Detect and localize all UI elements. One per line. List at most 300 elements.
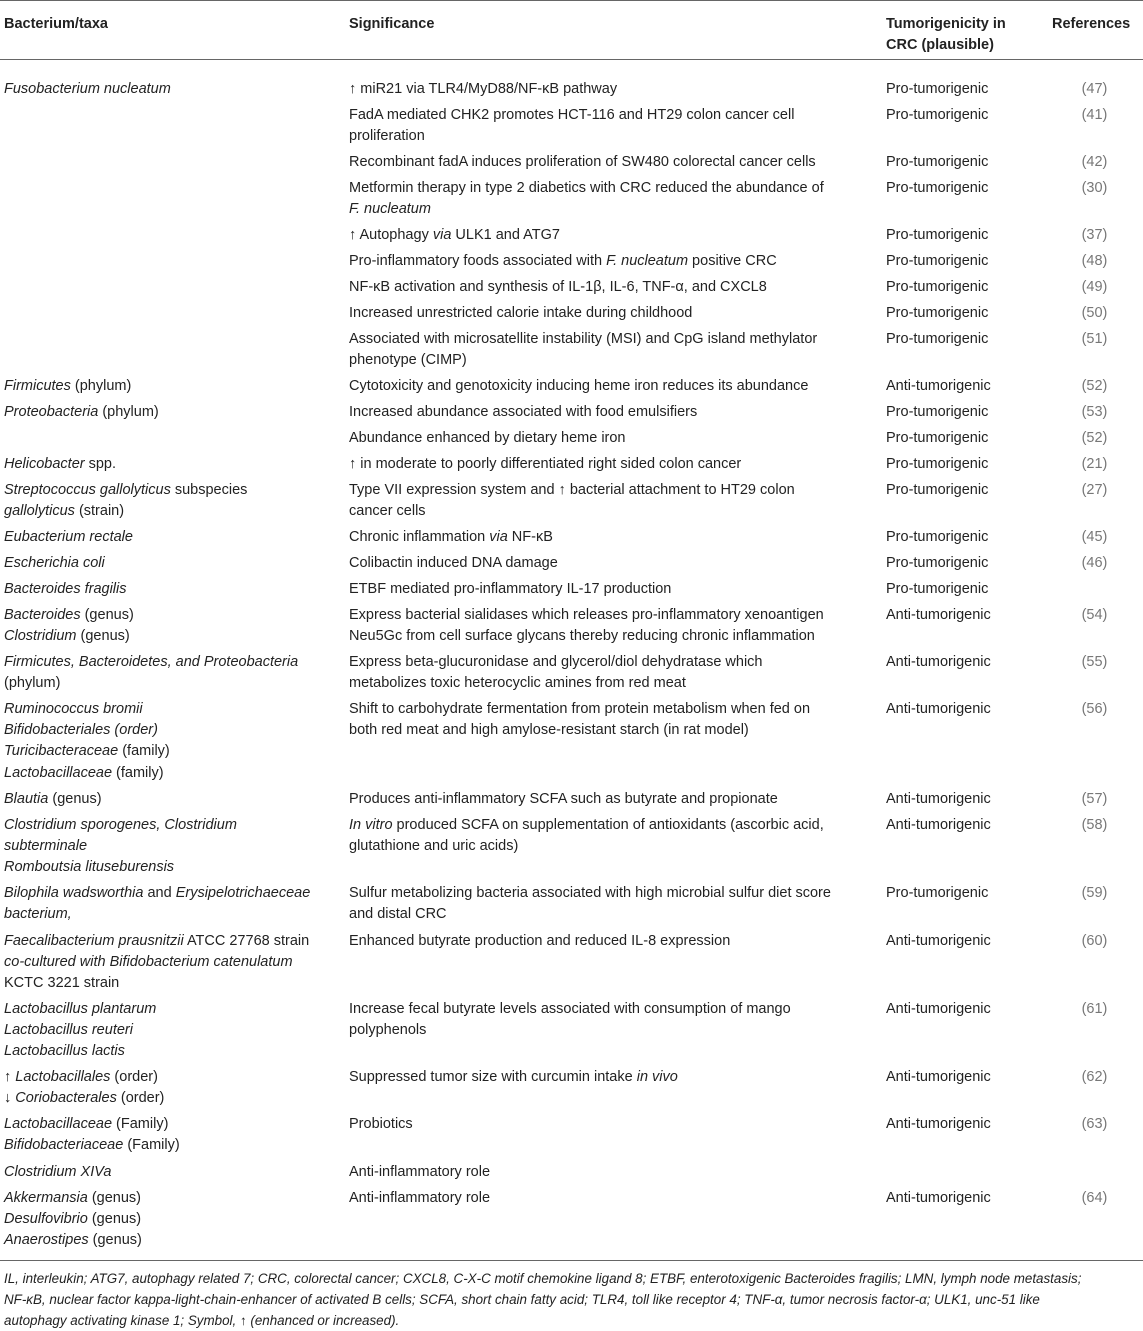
significance-cell <box>349 303 869 324</box>
text-run: ↑ <box>4 1069 16 1085</box>
text-run: (phylum) <box>98 404 159 420</box>
cell-line <box>349 277 869 298</box>
cell-line <box>349 652 869 673</box>
cell-line <box>4 763 339 784</box>
text-run: Lactobacillaceae <box>4 1116 113 1132</box>
significance-cell <box>349 931 869 952</box>
text-run: Bacteroides fragilis <box>4 581 127 597</box>
text-run: co-cultured with Bifidobacterium catenulatum <box>4 954 293 971</box>
text-run: Proteobacteria <box>4 404 99 420</box>
reference-cell: (63) <box>1081 1116 1108 1132</box>
cell-line <box>4 579 339 600</box>
text-run: via <box>489 529 508 545</box>
cell-line <box>349 999 869 1020</box>
text-run: both red meat and high amylose-resistant starch (in rat model) <box>349 722 749 739</box>
cell-line <box>4 652 339 673</box>
cell-line <box>349 199 869 220</box>
text-run: ATCC 27768 strain <box>183 933 310 949</box>
bacterium-cell <box>4 652 339 694</box>
tumorigenicity-cell: Anti-tumorigenic <box>886 1116 991 1132</box>
cell-line <box>4 883 339 904</box>
reference-cell: (59) <box>1081 885 1108 901</box>
significance-cell <box>349 1114 869 1135</box>
tumorigenicity-cell: Pro-tumorigenic <box>886 430 989 446</box>
cell-line <box>4 999 339 1020</box>
cell-line <box>349 1114 869 1135</box>
significance-cell <box>349 789 869 810</box>
cell-line <box>349 720 869 741</box>
reference-cell: (61) <box>1081 1001 1108 1017</box>
cell-line <box>4 79 339 100</box>
header-bacterium: Bacterium/taxa <box>4 16 108 32</box>
significance-cell <box>349 815 869 857</box>
cell-line <box>4 789 339 810</box>
cell-line <box>349 79 869 100</box>
tumorigenicity-cell: Pro-tumorigenic <box>886 456 989 472</box>
text-run: Probiotics <box>349 1116 413 1132</box>
bacterium-cell <box>4 480 339 522</box>
cell-line <box>349 329 869 350</box>
reference-cell: (52) <box>1081 430 1108 446</box>
tumorigenicity-cell: Pro-tumorigenic <box>886 154 989 170</box>
significance-cell <box>349 527 869 548</box>
tumorigenicity-cell: Anti-tumorigenic <box>886 701 991 717</box>
text-run: proliferation <box>349 128 425 145</box>
cell-line <box>349 428 869 449</box>
text-run: NF-κB <box>507 529 553 545</box>
text-run: (family) <box>112 764 164 781</box>
bacterium-cell <box>4 815 339 879</box>
text-run: Shift to carbohydrate fermentation from protein metabolism when fed on <box>349 701 811 717</box>
text-run: In vitro <box>349 817 393 833</box>
text-run: Metformin therapy in type 2 diabetics with CRC reduced the abundance of <box>349 180 824 196</box>
text-run: Clostridium <box>4 628 77 645</box>
reference-cell: (52) <box>1081 378 1108 394</box>
significance-cell <box>349 579 869 600</box>
reference-cell: (54) <box>1081 607 1108 623</box>
reference-cell: (30) <box>1081 180 1108 196</box>
reference-cell: (51) <box>1081 331 1108 347</box>
bacterium-cell <box>4 789 339 810</box>
text-run: Akkermansia <box>4 1190 88 1206</box>
text-run: Bifidobacteriaceae <box>4 1137 124 1154</box>
tumorigenicity-cell: Anti-tumorigenic <box>886 817 991 833</box>
reference-cell: (50) <box>1081 305 1108 321</box>
cell-line <box>349 225 869 246</box>
cell-line <box>349 673 869 694</box>
tumorigenicity-cell: Pro-tumorigenic <box>886 180 989 196</box>
reference-cell: (53) <box>1081 404 1108 420</box>
text-run: Increase fecal butyrate levels associated with consumption of mango <box>349 1001 791 1017</box>
text-run: phenotype (CIMP) <box>349 352 467 369</box>
tumorigenicity-cell: Anti-tumorigenic <box>886 654 991 670</box>
bacterium-cell <box>4 1067 339 1109</box>
text-run: Anti-inflammatory role <box>349 1190 491 1206</box>
tumorigenicity-cell: Pro-tumorigenic <box>886 529 989 545</box>
significance-cell <box>349 178 869 220</box>
text-run: Bacteroides <box>4 607 81 623</box>
cell-line <box>349 454 869 475</box>
significance-cell <box>349 652 869 694</box>
significance-cell <box>349 883 869 925</box>
tumorigenicity-cell: Anti-tumorigenic <box>886 378 991 394</box>
text-run: Increased abundance associated with food emulsifiers <box>349 404 698 420</box>
cell-line <box>349 553 869 574</box>
text-run: Express beta-glucuronidase and glycerol/diol dehydratase which <box>349 654 763 670</box>
cell-line <box>4 1067 339 1088</box>
cell-line <box>4 720 339 741</box>
tumorigenicity-cell: Pro-tumorigenic <box>886 482 989 498</box>
text-run: in vivo <box>636 1069 678 1085</box>
bacterium-cell <box>4 931 339 995</box>
reference-cell: (58) <box>1081 817 1108 833</box>
text-run: Faecalibacterium prausnitzii <box>4 933 184 949</box>
bacterium-cell <box>4 402 339 423</box>
reference-cell: (21) <box>1081 456 1108 472</box>
cell-line <box>4 553 339 574</box>
reference-cell: (60) <box>1081 933 1108 949</box>
text-run: Colibactin induced DNA damage <box>349 555 558 571</box>
text-run: Firmicutes, Bacteroidetes, and Proteobacteria <box>4 654 299 670</box>
cell-line <box>349 904 869 925</box>
cell-line <box>349 402 869 423</box>
cell-line <box>4 605 339 626</box>
text-run: ULK1 and ATG7 <box>451 227 560 243</box>
text-run: via <box>406 81 425 97</box>
text-run: (genus) <box>88 1232 142 1249</box>
cell-line <box>4 1020 339 1041</box>
cell-line <box>349 152 869 173</box>
reference-cell: (45) <box>1081 529 1108 545</box>
text-run: Fusobacterium nucleatum <box>4 81 171 97</box>
text-run: Neu5Gc from cell surface glycans thereby reducing chronic inflammation <box>349 628 815 645</box>
cell-line <box>349 501 869 522</box>
bacterium-cell <box>4 1162 339 1183</box>
tumorigenicity-cell: Pro-tumorigenic <box>886 227 989 243</box>
reference-cell: (37) <box>1081 227 1108 243</box>
cell-line <box>4 454 339 475</box>
cell-line <box>349 883 869 904</box>
header-rule <box>0 59 1143 60</box>
tumorigenicity-cell: Pro-tumorigenic <box>886 305 989 321</box>
significance-cell <box>349 251 869 272</box>
bacterium-cell <box>4 79 339 100</box>
significance-cell <box>349 152 869 173</box>
bacterium-cell <box>4 1188 339 1252</box>
cell-line <box>349 626 869 647</box>
cell-line <box>349 1067 869 1088</box>
text-run: (family) <box>118 743 170 760</box>
reference-cell: (41) <box>1081 107 1108 123</box>
cell-line <box>4 931 339 952</box>
tumorigenicity-cell: Pro-tumorigenic <box>886 581 989 597</box>
cell-line <box>4 673 339 694</box>
text-run: Clostridium sporogenes, Clostridium <box>4 817 237 833</box>
significance-cell <box>349 329 869 371</box>
text-run: Associated with microsatellite instability (MSI) and CpG island methylator <box>349 331 818 347</box>
significance-cell <box>349 376 869 397</box>
text-run: Chronic inflammation <box>349 529 490 545</box>
text-run: Bilophila wadsworthia <box>4 885 144 901</box>
bacterium-cell <box>4 376 339 397</box>
cell-line <box>349 126 869 147</box>
cell-line <box>349 1162 869 1183</box>
cell-line <box>4 857 339 878</box>
reference-cell: (56) <box>1081 701 1108 717</box>
text-run: F. nucleatum <box>349 201 431 218</box>
text-run: Lactobacillus reuteri <box>4 1022 133 1039</box>
text-run: Type VII expression system and ↑ bacterial attachment to HT29 colon <box>349 482 795 498</box>
reference-cell: (64) <box>1081 1190 1108 1206</box>
cell-line <box>349 178 869 199</box>
text-run: ↑ Autophagy <box>349 227 433 243</box>
text-run: (order) <box>110 1069 158 1085</box>
cell-line <box>4 973 339 994</box>
text-run: (Family) <box>112 1116 169 1132</box>
tumorigenicity-cell: Anti-tumorigenic <box>886 607 991 623</box>
cell-line <box>349 699 869 720</box>
text-run: cancer cells <box>349 503 426 520</box>
reference-cell: (47) <box>1081 81 1108 97</box>
text-run: bacterium, <box>4 906 72 923</box>
text-run: ↑ in moderate to poorly differentiated right sided colon cancer <box>349 456 742 472</box>
text-run: Abundance enhanced by dietary heme iron <box>349 430 626 446</box>
text-run: Anaerostipes <box>4 1232 89 1249</box>
significance-cell <box>349 1162 869 1183</box>
text-run: positive CRC <box>688 253 777 269</box>
significance-cell <box>349 105 869 147</box>
bacterium-cell <box>4 605 339 647</box>
bacterium-cell <box>4 883 339 925</box>
cell-line <box>349 789 869 810</box>
text-run: Cytotoxicity and genotoxicity inducing heme iron reduces its abundance <box>349 378 809 394</box>
text-run: ↓ <box>4 1090 16 1107</box>
tumorigenicity-cell: Anti-tumorigenic <box>886 1190 991 1206</box>
text-run: Lactobacillales <box>15 1069 111 1085</box>
header-references: References <box>1052 16 1131 32</box>
text-run: subspecies <box>170 482 248 498</box>
text-run: ↑ miR21 <box>349 81 407 97</box>
significance-cell <box>349 402 869 423</box>
tumorigenicity-cell: Anti-tumorigenic <box>886 1069 991 1085</box>
cell-line <box>349 480 869 501</box>
cell-line <box>349 815 869 836</box>
text-run: Romboutsia lituseburensis <box>4 859 175 876</box>
cell-line <box>349 303 869 324</box>
text-run: (Family) <box>123 1137 180 1154</box>
cell-line <box>349 350 869 371</box>
cell-line <box>4 626 339 647</box>
cell-line <box>4 1041 339 1062</box>
header-tumorigenicity-line1: Tumorigenicity in <box>886 16 1006 32</box>
significance-cell <box>349 699 869 741</box>
significance-cell <box>349 1188 869 1209</box>
text-run: Eubacterium rectale <box>4 529 133 545</box>
text-run: Desulfovibrio <box>4 1211 88 1228</box>
text-run: (order) <box>116 1090 165 1107</box>
text-run: (phylum) <box>4 675 61 692</box>
tumorigenicity-cell: Pro-tumorigenic <box>886 279 989 295</box>
significance-cell <box>349 428 869 449</box>
text-run: (genus) <box>87 1190 142 1206</box>
tumorigenicity-cell: Pro-tumorigenic <box>886 404 989 420</box>
text-run: spp. <box>84 456 117 472</box>
bacterium-cell <box>4 579 339 600</box>
cell-line <box>349 527 869 548</box>
text-run: Lactobacillaceae <box>4 764 113 781</box>
text-run: Produces anti-inflammatory SCFA such as butyrate and propionate <box>349 791 778 807</box>
text-run: Pro-inflammatory foods associated with <box>349 253 607 269</box>
significance-cell <box>349 225 869 246</box>
text-run: Lactobacillus lactis <box>4 1043 125 1060</box>
text-run: FadA mediated CHK2 promotes HCT-116 and HT29 colon cancer cell <box>349 107 795 123</box>
significance-cell <box>349 79 869 100</box>
text-run: Ruminococcus bromii <box>4 701 143 717</box>
text-run: Escherichia coli <box>4 555 105 571</box>
text-run: Clostridium XIVa <box>4 1164 112 1180</box>
text-run: Express bacterial sialidases which releases pro-inflammatory xenoantigen <box>349 607 824 623</box>
cell-line <box>4 699 339 720</box>
significance-cell <box>349 605 869 647</box>
cell-line <box>4 741 339 762</box>
text-run: metabolizes toxic heterocyclic amines from red meat <box>349 675 686 692</box>
text-run: Anti-inflammatory role <box>349 1164 491 1180</box>
cell-line <box>4 836 339 857</box>
cell-line <box>4 904 339 925</box>
cell-line <box>4 1162 339 1183</box>
significance-cell <box>349 454 869 475</box>
tumorigenicity-cell: Pro-tumorigenic <box>886 253 989 269</box>
reference-cell: (42) <box>1081 154 1108 170</box>
text-run: Turicibacteraceae <box>4 743 119 760</box>
cell-line <box>349 931 869 952</box>
text-run: via <box>432 227 452 243</box>
significance-cell <box>349 480 869 522</box>
text-run: and <box>143 885 176 901</box>
cell-line <box>349 251 869 272</box>
text-run: (phylum) <box>70 378 132 394</box>
text-run: KCTC 3221 strain <box>4 975 120 992</box>
tumorigenicity-cell: Pro-tumorigenic <box>886 885 989 901</box>
text-run: gallolyticus <box>4 503 75 520</box>
text-run: Suppressed tumor size with curcumin intake <box>349 1069 637 1085</box>
reference-cell: (57) <box>1081 791 1108 807</box>
cell-line <box>349 579 869 600</box>
text-run: NF-κB activation and synthesis of IL-1β, IL-6, TNF-α, and CXCL8 <box>349 279 767 295</box>
significance-cell <box>349 553 869 574</box>
text-run: polyphenols <box>349 1022 427 1039</box>
cell-line <box>4 1088 339 1109</box>
cell-line <box>349 1020 869 1041</box>
cell-line <box>4 1188 339 1209</box>
text-run: Coriobacterales <box>15 1090 117 1107</box>
cell-line <box>4 1135 339 1156</box>
text-run: ETBF mediated pro-inflammatory IL-17 production <box>349 581 672 597</box>
tumorigenicity-cell: Pro-tumorigenic <box>886 81 989 97</box>
text-run: Streptococcus gallolyticus <box>4 482 171 498</box>
text-run: TLR4/MyD88/NF-κB pathway <box>424 81 618 97</box>
header-significance: Significance <box>349 16 435 32</box>
text-run: Recombinant fadA induces proliferation of SW480 colorectal cancer cells <box>349 154 816 170</box>
cell-line <box>4 480 339 501</box>
cell-line <box>349 836 869 857</box>
cell-line <box>4 1230 339 1251</box>
text-run: and distal CRC <box>349 906 447 923</box>
text-run: Bifidobacteriales (order) <box>4 722 158 739</box>
bacterium-cell <box>4 699 339 784</box>
text-run: Sulfur metabolizing bacteria associated with high microbial sulfur diet score <box>349 885 831 901</box>
text-run: F. nucleatum <box>606 253 689 269</box>
text-run: Enhanced butyrate production and reduced IL-8 expression <box>349 933 731 949</box>
text-run: produced SCFA on supplementation of antioxidants (ascorbic acid, <box>392 817 824 833</box>
header-tumorigenicity <box>886 14 1036 56</box>
text-run: glutathione and uric acids) <box>349 838 519 855</box>
text-run: Firmicutes <box>4 378 71 394</box>
text-run: (genus) <box>48 791 102 807</box>
significance-cell <box>349 999 869 1041</box>
table-footnote <box>4 1268 1140 1331</box>
cell-line <box>4 1114 339 1135</box>
cell-line <box>4 402 339 423</box>
text-run: Blautia <box>4 791 49 807</box>
text-run: Helicobacter <box>4 456 85 472</box>
bacterium-cell <box>4 527 339 548</box>
tumorigenicity-cell: Anti-tumorigenic <box>886 933 991 949</box>
tumorigenicity-cell: Anti-tumorigenic <box>886 1001 991 1017</box>
tumorigenicity-cell: Pro-tumorigenic <box>886 555 989 571</box>
text-run: (genus) <box>87 1211 142 1228</box>
header-tumorigenicity-line2: CRC (plausible) <box>886 37 994 53</box>
text-run: Erysipelotrichaeceae <box>175 885 311 901</box>
text-run: subterminale <box>4 838 88 855</box>
cell-line <box>4 815 339 836</box>
table-bottom-rule <box>0 1260 1143 1261</box>
bacterium-cell <box>4 454 339 475</box>
footnote-line: autophagy activating kinase 1; Symbol, ↑ (enhanced or increased). <box>4 1313 400 1328</box>
cell-line <box>4 527 339 548</box>
tumorigenicity-cell: Pro-tumorigenic <box>886 331 989 347</box>
reference-cell: (55) <box>1081 654 1108 670</box>
cell-line <box>4 376 339 397</box>
tumorigenicity-cell: Pro-tumorigenic <box>886 107 989 123</box>
reference-cell: (62) <box>1081 1069 1108 1085</box>
footnote-line: NF-κB, nuclear factor kappa-light-chain-enhancer of activated B cells; SCFA, short chain fatty acid; TLR4, toll like receptor 4; TNF-α, tumor necrosis factor-α; ULK1, unc-51 like <box>4 1292 1040 1307</box>
bacterium-cell <box>4 999 339 1063</box>
cell-line <box>349 1188 869 1209</box>
bacterium-cell <box>4 553 339 574</box>
text-run: (genus) <box>76 628 130 645</box>
cell-line <box>349 605 869 626</box>
text-run: Lactobacillus plantarum <box>4 1001 157 1017</box>
bacterium-cell <box>4 1114 339 1156</box>
cell-line <box>4 501 339 522</box>
significance-cell <box>349 277 869 298</box>
cell-line <box>349 105 869 126</box>
reference-cell: (27) <box>1081 482 1108 498</box>
cell-line <box>4 1209 339 1230</box>
footnote-line: IL, interleukin; ATG7, autophagy related 7; CRC, colorectal cancer; CXCL8, C-X-C motif chemokine ligand 8; ETBF, enterotoxigenic Bacteroides fragilis; LMN, lymph node metastasis; <box>4 1271 1082 1286</box>
cell-line <box>4 952 339 973</box>
reference-cell: (48) <box>1081 253 1108 269</box>
tumorigenicity-cell: Anti-tumorigenic <box>886 791 991 807</box>
text-run: Increased unrestricted calorie intake during childhood <box>349 305 693 321</box>
reference-cell: (49) <box>1081 279 1108 295</box>
reference-cell: (46) <box>1081 555 1108 571</box>
significance-cell <box>349 1067 869 1088</box>
table-top-rule <box>0 0 1143 1</box>
cell-line <box>349 376 869 397</box>
text-run: (strain) <box>74 503 125 520</box>
